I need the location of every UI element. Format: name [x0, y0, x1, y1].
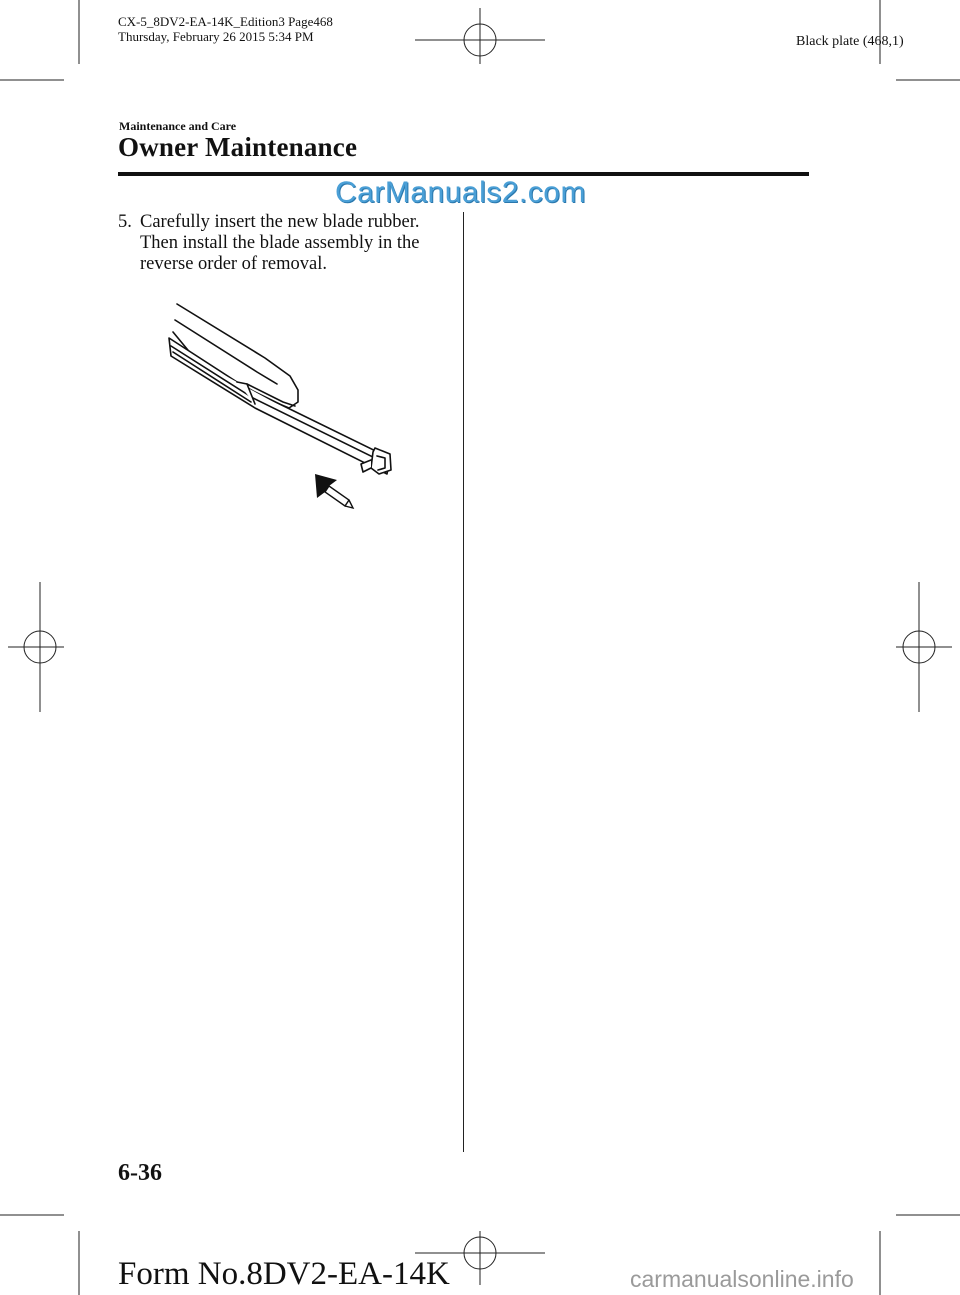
- column-divider: [463, 212, 464, 1152]
- print-file-name: CX-5_8DV2-EA-14K_Edition3 Page468: [118, 14, 333, 29]
- step-item: [118, 212, 438, 275]
- page-title: Owner Maintenance: [118, 132, 358, 162]
- footer-watermark: carmanualsonline.info: [630, 1266, 854, 1292]
- step-number: 5.: [118, 212, 132, 232]
- print-file-info: [118, 14, 333, 44]
- arrow-icon: [315, 474, 353, 508]
- form-number: Form No.8DV2-EA-14K: [118, 1256, 450, 1292]
- wiper-blade-insert-illustration: [165, 298, 405, 513]
- print-timestamp: Thursday, February 26 2015 5:34 PM: [118, 29, 314, 44]
- step-text: Carefully insert the new blade rubber. Then install the blade assembly in the reverse order of removal.: [140, 212, 420, 274]
- plate-label: Black plate (468,1): [796, 34, 904, 49]
- site-watermark: CarManuals2.com: [335, 176, 586, 209]
- page-number: 6-36: [118, 1160, 162, 1186]
- section-category: Maintenance and Care: [119, 119, 237, 133]
